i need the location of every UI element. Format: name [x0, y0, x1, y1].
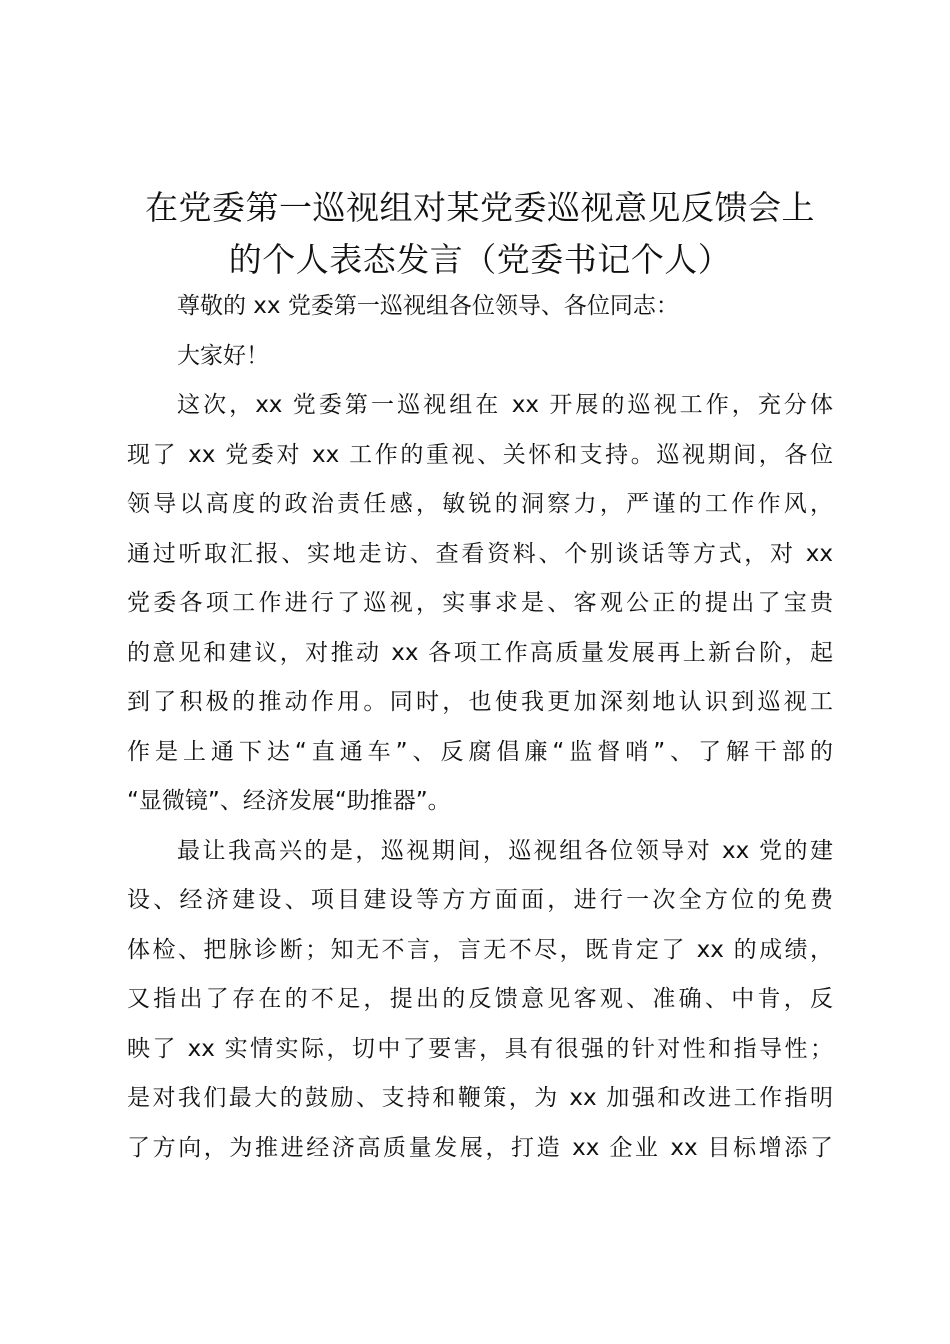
paragraph-2: [127, 827, 833, 1174]
paragraph-2-line: 设、经济建设、项目建设等方方面面，进行一次全方位的免费: [127, 887, 833, 913]
paragraph-1-line: “显微镜”、经济发展“助推器”。: [127, 788, 451, 814]
greeting-paragraph: [127, 332, 833, 382]
paragraph-2-line: 是对我们最大的鼓励、支持和鞭策，为 xx 加强和改进工作指明: [127, 1085, 833, 1111]
paragraph-2-line: 映了 xx 实情实际，切中了要害，具有很强的针对性和指导性；: [127, 1035, 833, 1062]
greeting-line: 大家好！: [177, 342, 269, 369]
paragraph-2-line: 最让我高兴的是，巡视期间，巡视组各位领导对 xx 党的建: [177, 837, 833, 864]
title-line-1: 在党委第一巡视组对某党委巡视意见反馈会上: [145, 188, 815, 227]
paragraph-1-line: 的意见和建议，对推动 xx 各项工作高质量发展再上新台阶，起: [127, 639, 833, 666]
paragraph-2-line: 体检、把脉诊断；知无不言，言无不尽，既肯定了 xx 的成绩，: [127, 936, 833, 963]
document-body: [127, 282, 833, 1173]
paragraph-1-line: 领导以高度的政治责任感，敏锐的洞察力，严谨的工作作风，: [127, 491, 833, 517]
paragraph-1-line: 这次，xx 党委第一巡视组在 xx 开展的巡视工作，充分体: [177, 392, 833, 418]
paragraph-1-line: 党委各项工作进行了巡视，实事求是、客观公正的提出了宝贵: [127, 590, 833, 616]
salutation-line: 尊敬的 xx 党委第一巡视组各位领导、各位同志：: [177, 293, 679, 319]
paragraph-1-line: 到了积极的推动作用。同时，也使我更加深刻地认识到巡视工: [127, 689, 833, 715]
paragraph-1: [127, 381, 833, 827]
salutation-paragraph: [127, 282, 833, 332]
title-line-2: 的个人表态发言（党委书记个人）: [228, 240, 732, 279]
paragraph-2-line: 又指出了存在的不足，提出的反馈意见客观、准确、中肯，反: [127, 986, 833, 1012]
paragraph-1-line: 现了 xx 党委对 xx 工作的重视、关怀和支持。巡视期间，各位: [127, 441, 833, 468]
paragraph-1-line: 通过听取汇报、实地走访、查看资料、个别谈话等方式，对 xx: [127, 540, 833, 567]
paragraph-2-line: 了方向，为推进经济高质量发展，打造 xx 企业 xx 目标增添了: [127, 1134, 833, 1161]
paragraph-1-line: 作是上通下达“直通车”、反腐倡廉“监督哨”、了解干部的: [127, 738, 833, 765]
document-title: [110, 182, 850, 286]
